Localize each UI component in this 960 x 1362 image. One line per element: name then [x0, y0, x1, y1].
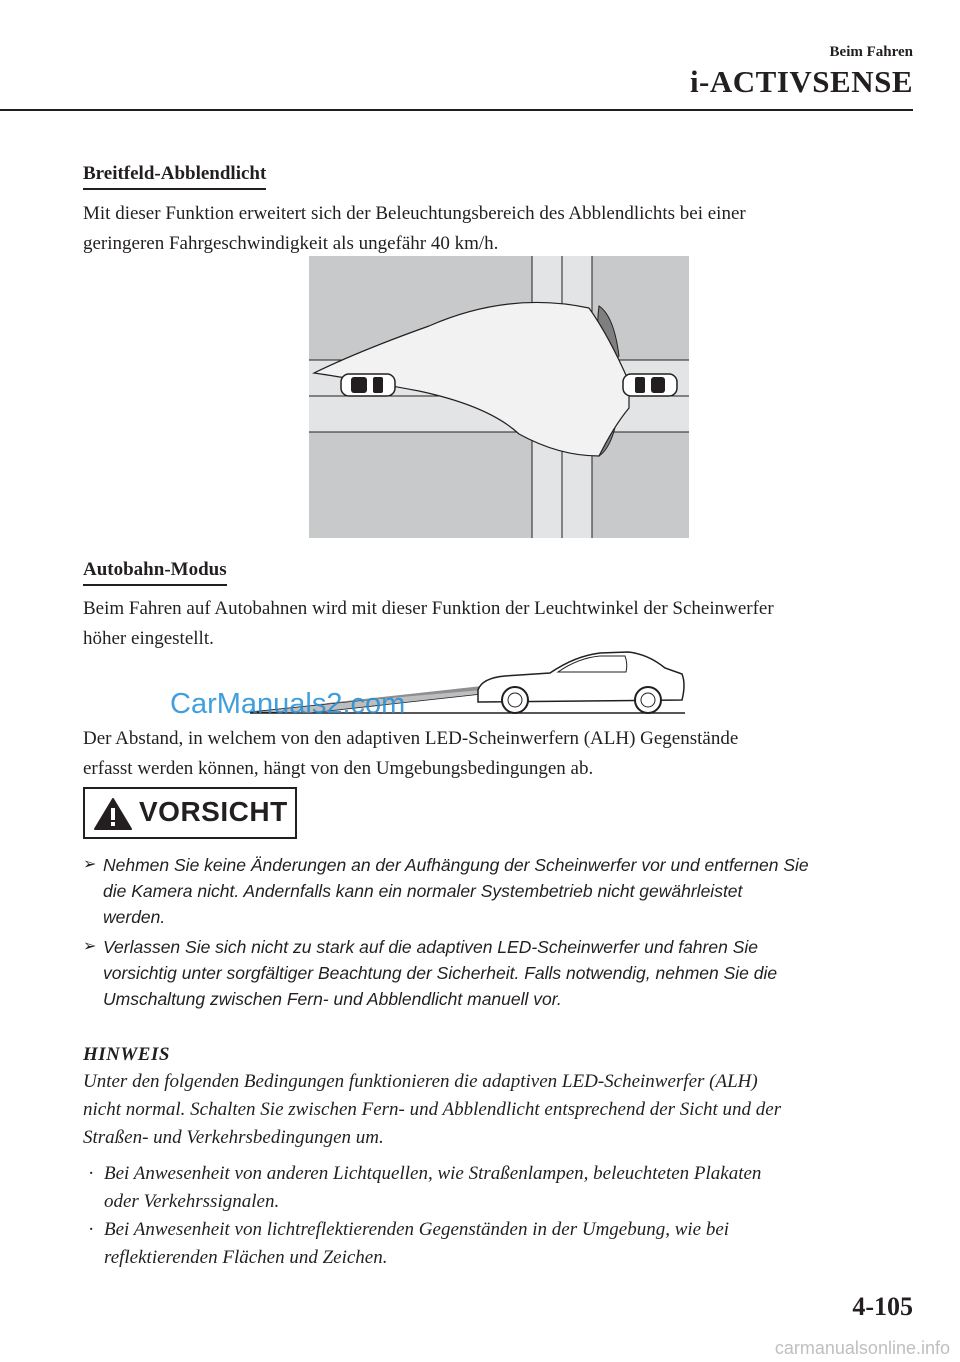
paragraph-breitfeld — [83, 199, 913, 259]
paragraph-line: höher eingestellt. — [83, 628, 214, 649]
bullet-line: oder Verkehrssignalen. — [104, 1191, 280, 1212]
warning-title: VORSICHT — [139, 796, 288, 827]
bullet-dot-icon: · — [88, 1163, 95, 1184]
bullet-line: reflektierenden Flächen und Zeichen. — [104, 1247, 388, 1268]
bullet-text — [88, 1160, 908, 1216]
caution-line: Umschaltung zwischen Fern- und Abblendlicht manuell vor. — [103, 989, 562, 1009]
caution-line: die Kamera nicht. Andernfalls kann ein normaler Systembetrieb nicht gewährleistet — [103, 881, 743, 901]
caution-text — [83, 934, 913, 1012]
note-line: Straßen- und Verkehrsbedingungen um. — [83, 1127, 384, 1148]
note-title: HINWEIS — [83, 1044, 170, 1065]
intersection-figure — [309, 256, 689, 538]
paragraph-line: geringeren Fahrgeschwindigkeit als ungefähr 40 km/h. — [83, 233, 499, 254]
paragraph-line: Mit dieser Funktion erweitert sich der Beleuchtungsbereich des Abblendlichts bei einer — [83, 203, 746, 224]
paragraph-line: Beim Fahren auf Autobahnen wird mit dieser Funktion der Leuchtwinkel der Scheinwerfer — [83, 598, 774, 619]
bullet-line: Bei Anwesenheit von anderen Lichtquellen, wie Straßenlampen, beleuchteten Plakaten — [104, 1163, 762, 1184]
caution-line: vorsichtig unter sorgfältiger Beachtung der Sicherheit. Falls notwendig, nehmen Sie die — [103, 963, 778, 983]
heading-autobahn: Autobahn-Modus — [83, 559, 227, 586]
note-line: Unter den folgenden Bedingungen funktionieren die adaptiven LED-Scheinwerfer (ALH) — [83, 1071, 758, 1092]
warning-triangle-icon — [93, 797, 133, 831]
paragraph-line: erfasst werden können, hängt von den Umgebungsbedingungen ab. — [83, 758, 594, 779]
note-bullet — [88, 1216, 908, 1272]
caution-line: Nehmen Sie keine Änderungen an der Aufhängung der Scheinwerfer vor und entfernen Sie — [103, 855, 809, 875]
chapter-title: Beim Fahren — [829, 44, 913, 60]
note-bullet — [88, 1160, 908, 1216]
note-line: nicht normal. Schalten Sie zwischen Fern- und Abblendlicht entsprechend der Sicht und der — [83, 1099, 782, 1120]
heading-breitfeld: Breitfeld-Abblendlicht — [83, 163, 266, 190]
caution-line: werden. — [103, 907, 166, 927]
paragraph-range — [83, 724, 913, 784]
note-text — [83, 1068, 923, 1152]
paragraph-line: Der Abstand, in welchem von den adaptiven LED-Scheinwerfern (ALH) Gegenstände — [83, 728, 739, 749]
bullet-dot-icon: · — [88, 1219, 95, 1240]
arrow-bullet-icon: ➢ — [83, 856, 97, 873]
section-title: i-ACTIVSENSE — [689, 64, 913, 99]
footer-watermark: carmanualsonline.info — [774, 1338, 950, 1358]
bullet-text — [88, 1216, 908, 1272]
bullet-line: Bei Anwesenheit von lichtreflektierenden Gegenständen in der Umgebung, wie bei — [104, 1219, 730, 1240]
caution-text — [83, 852, 913, 930]
caution-line: Verlassen Sie sich nicht zu stark auf die adaptiven LED-Scheinwerfer und fahren Sie — [103, 937, 758, 957]
paragraph-autobahn — [83, 594, 913, 654]
watermark: CarManuals2.com — [170, 688, 406, 720]
header-rule — [0, 109, 913, 111]
page-number: 4-105 — [852, 1292, 913, 1321]
warning-box — [83, 787, 297, 839]
caution-item — [83, 934, 913, 1012]
arrow-bullet-icon: ➢ — [83, 938, 97, 955]
caution-item — [83, 852, 913, 930]
